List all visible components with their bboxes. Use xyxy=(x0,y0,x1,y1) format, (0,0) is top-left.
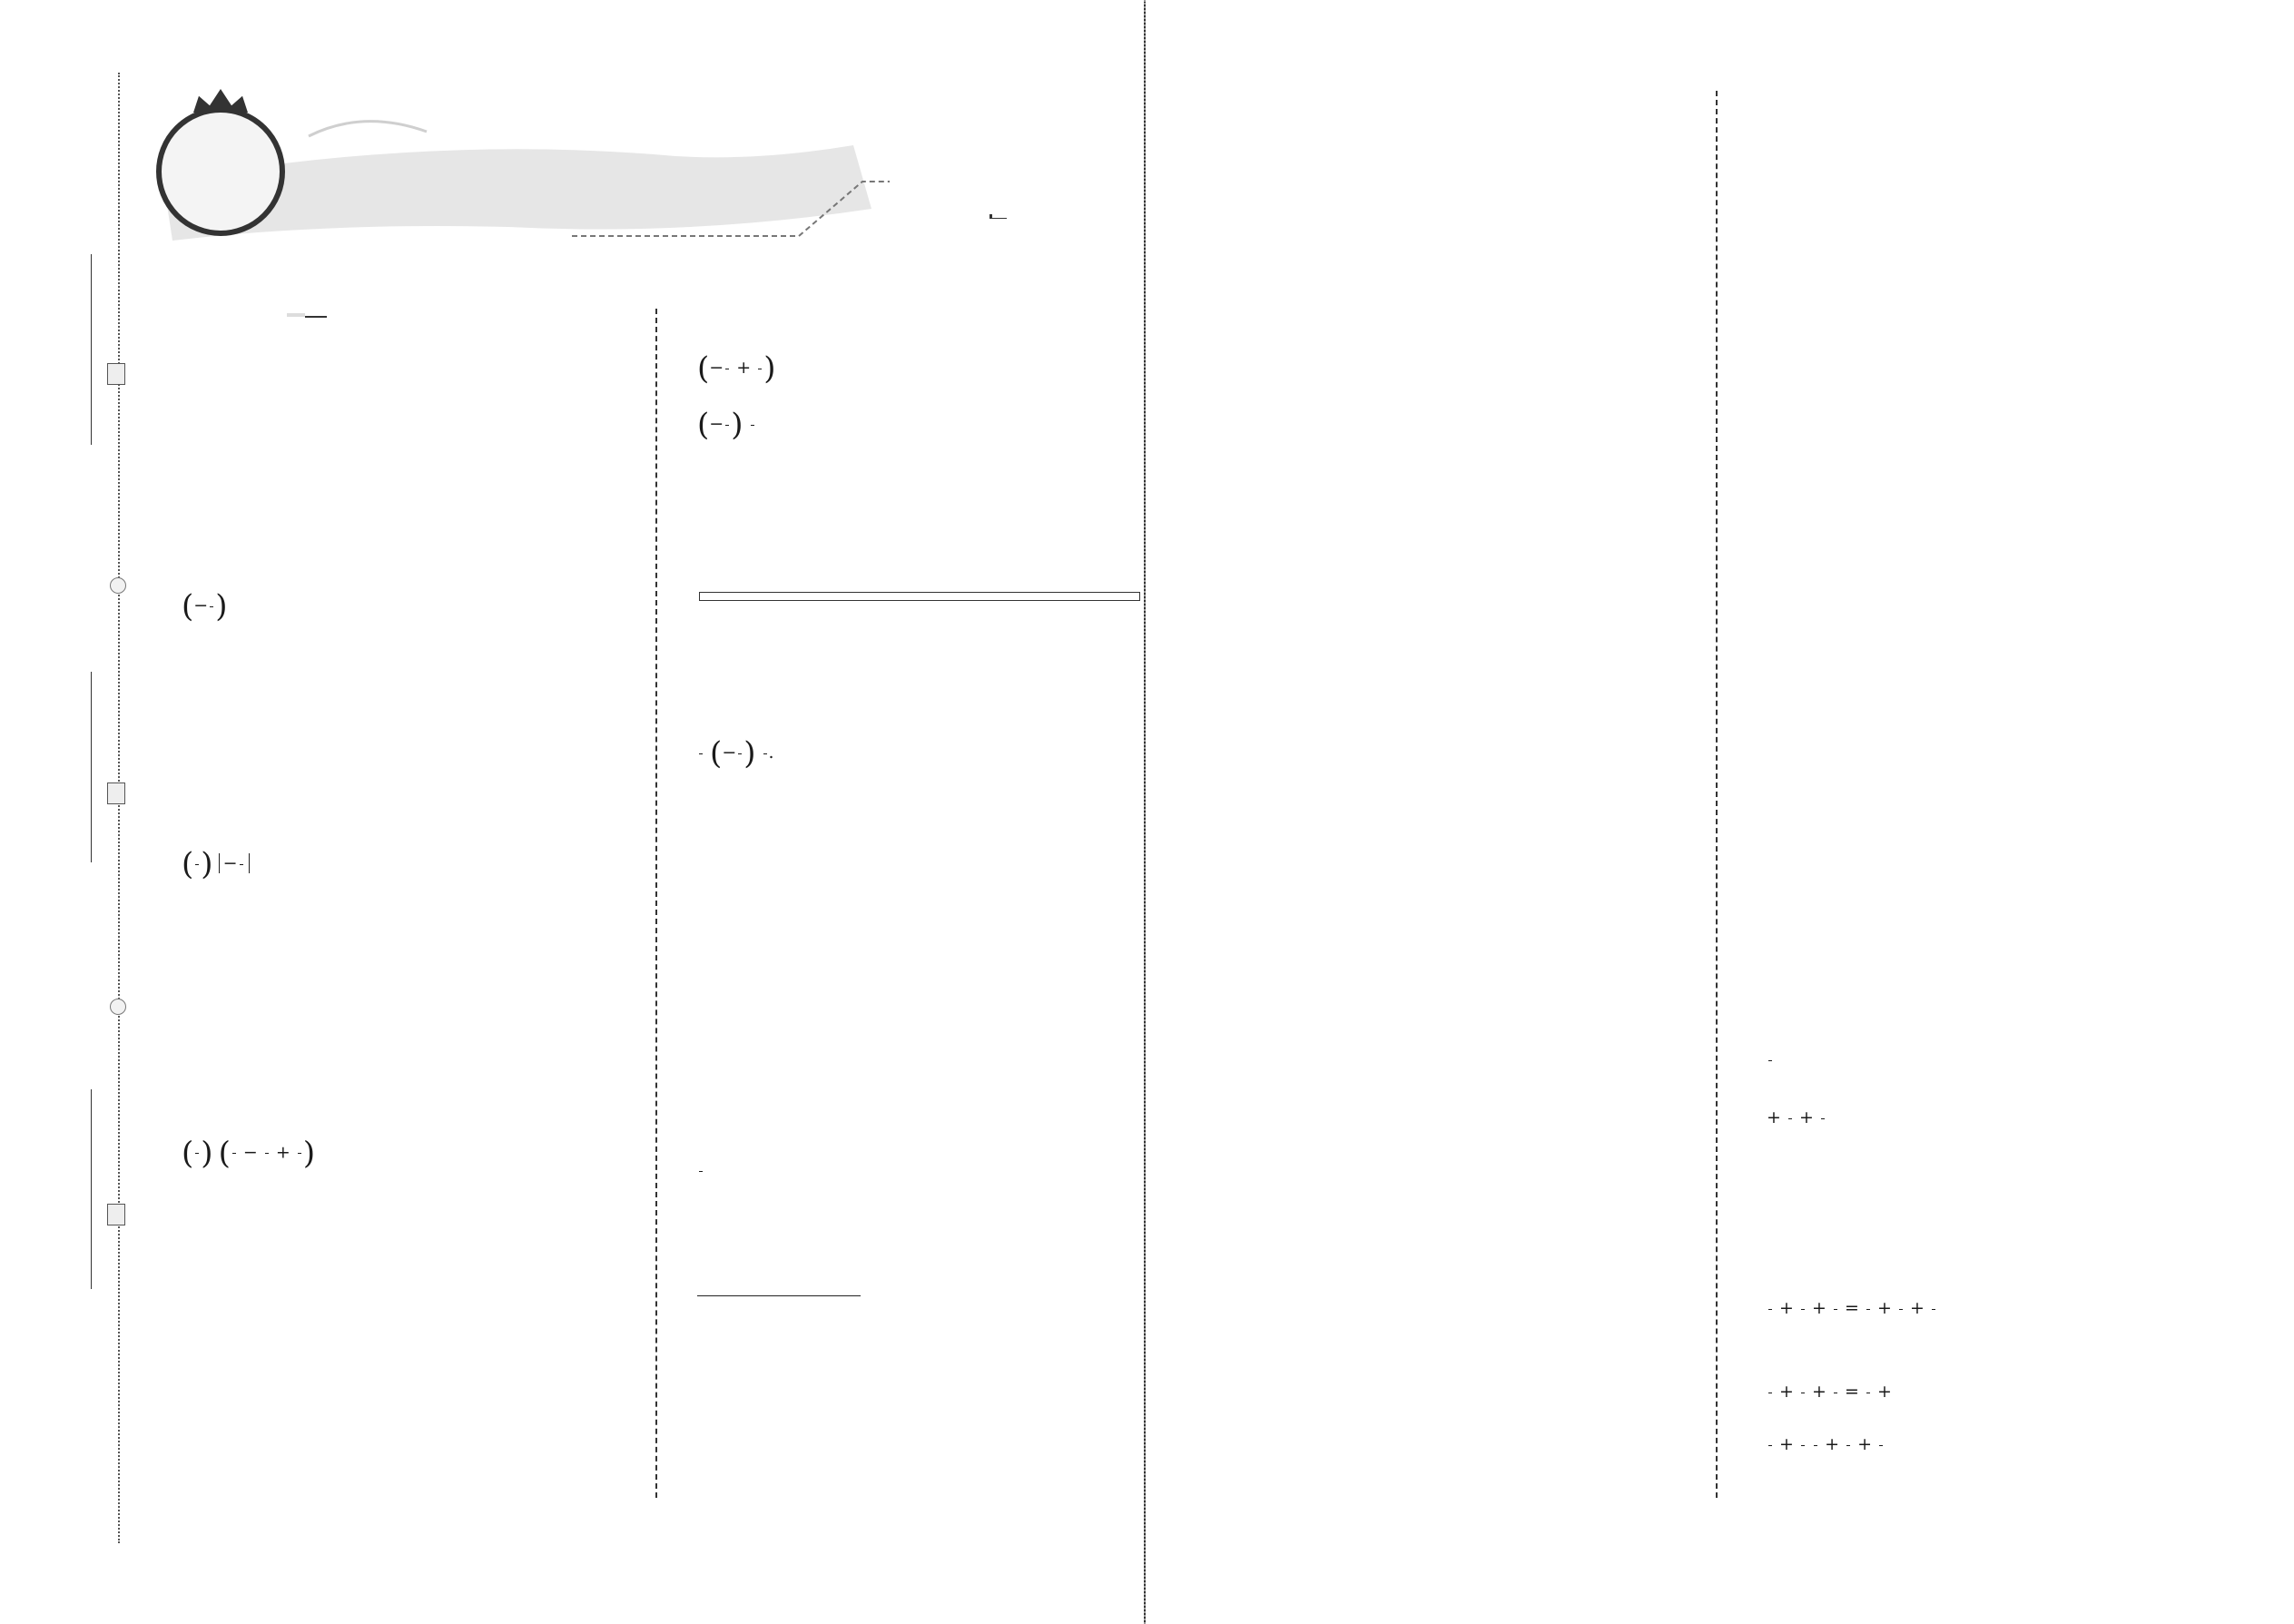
section-badge xyxy=(287,312,327,318)
logo-seal xyxy=(156,107,285,236)
seal-mark-seal xyxy=(107,782,125,804)
q7-sol-6: + + = + xyxy=(1767,1376,1892,1407)
section-badge-label xyxy=(287,313,305,317)
q3-line-3 xyxy=(697,1155,704,1186)
binding-hole-icon xyxy=(110,999,126,1015)
q3-line-6 xyxy=(697,1265,861,1296)
q7-ask xyxy=(1767,1044,1774,1075)
q5-number-line xyxy=(1325,1129,1707,1175)
column-divider-left xyxy=(655,309,657,1498)
name-blank xyxy=(91,1089,92,1289)
q2-sub2: (− ) . xyxy=(697,737,774,769)
school-blank xyxy=(91,254,92,445)
q2-original: (− ) xyxy=(697,408,756,440)
q2-part1: (− + ) xyxy=(697,350,776,387)
answer-ref xyxy=(989,214,1007,219)
q7-sol-4: + + = + + xyxy=(1767,1293,1937,1324)
blackboard-box xyxy=(699,592,1140,601)
q1-part2: (− ) xyxy=(182,588,228,625)
class-blank xyxy=(91,672,92,862)
q7-ask-2: + + xyxy=(1767,1102,1826,1133)
answer-blank[interactable] xyxy=(697,1274,861,1296)
section-topic xyxy=(305,312,327,318)
q1-part3: ( ) − xyxy=(182,848,250,880)
column-divider-right xyxy=(1716,91,1718,1498)
seal-mark-secret xyxy=(107,1204,125,1225)
meta-tags xyxy=(890,169,947,187)
seal-mark-line xyxy=(107,363,125,385)
binding-dotted-line xyxy=(118,73,120,1543)
binding-hole-icon xyxy=(110,577,126,594)
page-divider xyxy=(1144,0,1146,1624)
q1-part4: ( ) ( − + ) xyxy=(182,1135,316,1172)
q4-number-line xyxy=(1380,490,1707,536)
q7-sol-7: + + + xyxy=(1767,1429,1885,1460)
